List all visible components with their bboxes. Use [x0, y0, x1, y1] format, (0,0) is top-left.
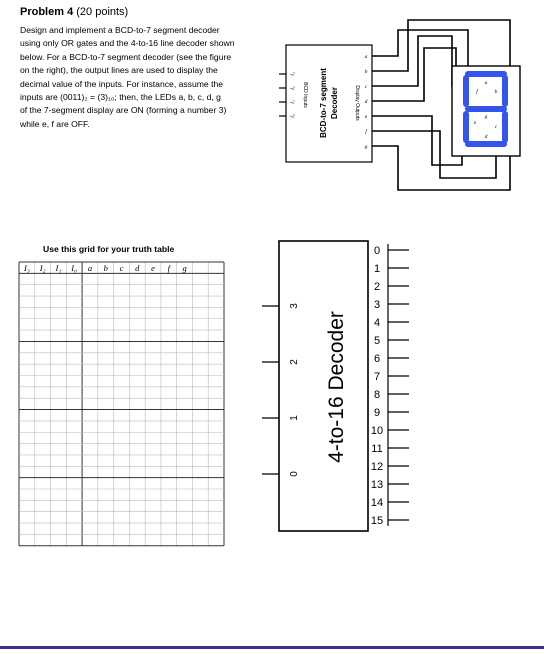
bcd-input-label: I₃	[291, 72, 296, 76]
bcd-output-label: d	[364, 99, 368, 105]
decoder-output-label: 3	[373, 299, 381, 311]
bcd-inputs-label: BCD Inputs	[302, 82, 308, 108]
problem-line: while e, f are OFF.	[20, 118, 90, 129]
grid-header: d	[135, 263, 140, 273]
decoder-output-label: 6	[373, 353, 381, 365]
decoder-output-label: 13	[370, 479, 384, 491]
segment-wire	[372, 116, 462, 165]
segment-label: f	[476, 89, 478, 95]
truth-table-grid	[19, 262, 224, 546]
problem-number: Problem 4	[20, 6, 74, 18]
decoder-output-label: 5	[373, 335, 381, 347]
segment-label: c	[494, 124, 498, 130]
decoder-output-label: 0	[373, 245, 381, 257]
problem-line: on the right), the output lines are used to display the	[20, 65, 218, 76]
decoder-title: 4-to-16 Decoder	[325, 311, 348, 463]
grid-header: I₃	[23, 263, 30, 273]
grid-header: I₁	[55, 263, 62, 273]
decoder-output-label: 11	[371, 443, 383, 455]
segment-label: e	[473, 120, 477, 126]
bcd-input-label: I₂	[291, 86, 296, 90]
decoder-input-label: 1	[289, 415, 300, 421]
four-to-sixteen-decoder	[262, 241, 409, 531]
decoder-output-label: 12	[370, 461, 384, 473]
problem-line: Design and implement a BCD-to-7 segment decoder	[20, 25, 220, 35]
bottom-rule	[0, 646, 544, 649]
problem-line: inputs are (0011)₂ = (3)₁₀; then, the LEDs a, b, c, d, g	[20, 92, 221, 103]
grid-header: c	[119, 263, 124, 273]
grid-header: g	[182, 263, 187, 273]
segment-label: a	[484, 80, 488, 86]
bcd-output-label: c	[364, 84, 368, 90]
decoder-output-label: 14	[370, 497, 384, 509]
grid-header: e	[151, 263, 155, 273]
decoder-box	[279, 241, 368, 531]
bcd-output-label: g	[364, 144, 368, 150]
bcd-input-label: I₁	[291, 100, 296, 104]
decoder-output-label: 1	[373, 263, 381, 275]
segment-label: d	[484, 134, 488, 140]
decoder-input-label: 2	[289, 359, 300, 365]
decoder-output-label: 9	[373, 407, 381, 419]
problem-points: (20 points)	[76, 6, 129, 18]
grid-header: a	[87, 263, 93, 273]
problem-line: of the 7-segment display are ON (forming a number 3)	[20, 105, 227, 116]
grid-header: I₀	[71, 263, 78, 273]
decoder-output-label: 8	[373, 389, 381, 401]
problem-line: using only OR gates and the 4-to-16 line decoder shown	[20, 38, 235, 49]
decoder-output-label: 10	[370, 425, 384, 437]
problem-line: decimal value of the inputs. For instance, assume the	[20, 78, 224, 89]
decoder-output-label: 15	[370, 515, 384, 527]
bcd-output-label: f	[365, 129, 367, 135]
bcd-output-label: b	[364, 69, 368, 75]
decoder-output-label: 7	[373, 371, 381, 383]
bcd-output-label: e	[364, 114, 368, 120]
grid-header: f	[167, 263, 170, 273]
bcd-input-label: I₀	[291, 114, 296, 118]
segment-label: g	[484, 114, 488, 120]
problem-line: below. For a BCD-to-7 segment decoder (see the figure	[20, 51, 232, 62]
decoder-input-label: 0	[289, 471, 300, 477]
bcd-decoder-title-1: BCD-to-7 segment	[319, 68, 328, 138]
decoder-output-label: 2	[373, 281, 381, 293]
grid-caption: Use this grid for your truth table	[43, 244, 175, 254]
grid-header: I₂	[39, 263, 46, 273]
segment-wire	[372, 36, 452, 87]
bcd-output-label: a	[364, 54, 368, 60]
decoder-input-label: 3	[289, 303, 300, 309]
bcd-outputs-label: Display Outputs	[354, 85, 360, 121]
decoder-output-label: 4	[373, 317, 381, 329]
segment-label: b	[494, 89, 498, 95]
grid-header: b	[103, 263, 108, 273]
bcd-decoder-title-2: Decoder	[330, 86, 339, 120]
seven-segment-display	[452, 66, 520, 156]
